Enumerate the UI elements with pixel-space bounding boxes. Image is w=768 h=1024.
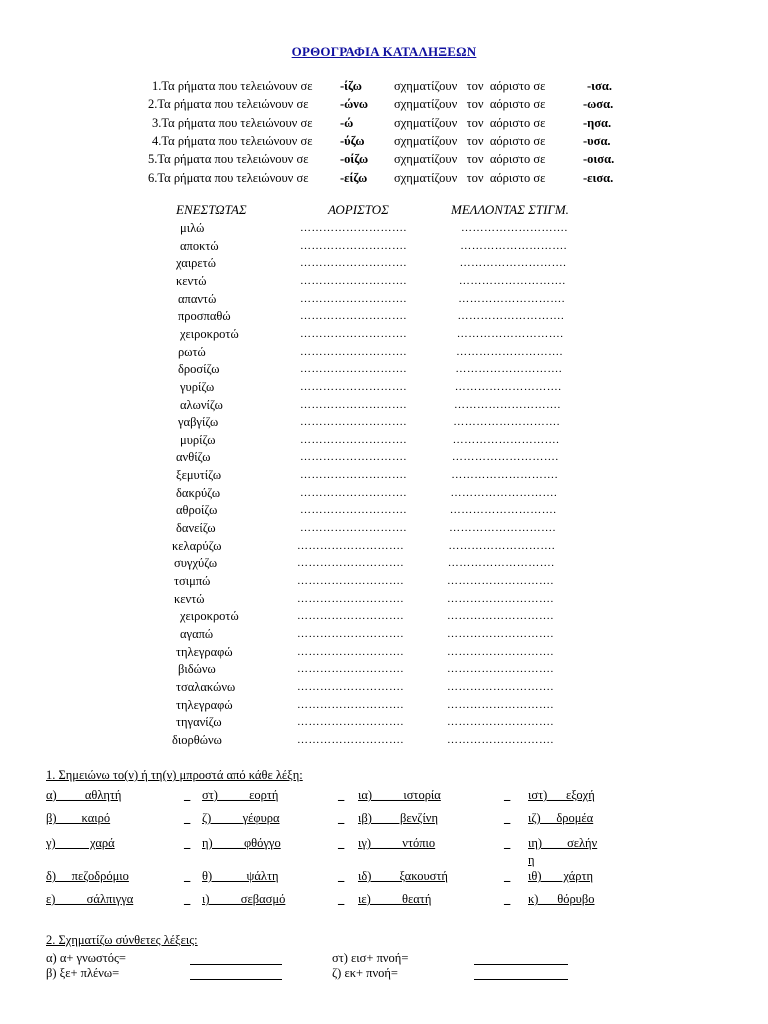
future-blank[interactable]: ………………………. — [447, 610, 554, 623]
article-item[interactable]: ζ) γέφυρα — [202, 811, 280, 825]
rule-aorist: -εισα. — [583, 170, 614, 185]
rule-ending: -οίζω — [340, 152, 369, 167]
wrapped-letter: η — [528, 853, 535, 867]
separator: _ — [184, 788, 191, 802]
aorist-blank[interactable]: ………………………. — [300, 398, 407, 411]
article-item[interactable]: ιβ) βενζίνη — [358, 811, 438, 825]
rule-ending: -ώ — [340, 115, 354, 130]
aorist-blank[interactable]: ………………………. — [297, 698, 404, 711]
verb-present: βιδώνω — [178, 662, 216, 677]
aorist-blank[interactable]: ………………………. — [297, 645, 404, 658]
rule-middle: σχηματίζουν τον αόριστο σε — [394, 133, 546, 148]
separator: _ — [338, 788, 345, 802]
future-blank[interactable]: ………………………. — [456, 345, 563, 358]
verb-present: τσαλακώνω — [176, 679, 236, 694]
separator: _ — [184, 892, 191, 906]
aorist-blank[interactable]: ………………………. — [300, 486, 407, 499]
future-blank[interactable]: ………………………. — [458, 292, 565, 305]
future-blank[interactable]: ………………………. — [454, 380, 562, 393]
verb-present: κεντώ — [176, 273, 207, 288]
answer-line[interactable] — [190, 964, 282, 965]
verb-present: χειροκροτώ — [180, 609, 239, 624]
verb-present: ξεμυτίζω — [176, 468, 222, 483]
future-blank[interactable]: ………………………. — [455, 363, 563, 376]
separator: _ — [504, 836, 511, 850]
future-blank[interactable]: ………………………. — [459, 257, 567, 270]
rule-text: 3.Τα ρήματα που τελειώνουν σε — [152, 115, 313, 130]
compound-item: ζ) εκ+ πνοή= — [332, 966, 398, 980]
article-item[interactable]: ιστ)___εξοχή — [528, 788, 595, 802]
aorist-blank[interactable]: ………………………. — [300, 310, 407, 323]
verb-present: κελαρύζω — [172, 538, 222, 553]
future-blank[interactable]: ………………………. — [451, 469, 558, 482]
verb-present: δανείζω — [176, 521, 216, 536]
column-header: ΜΕΛΛΟΝΤΑΣ ΣΤΙΓΜ. — [451, 202, 569, 217]
separator: _ — [504, 869, 511, 883]
separator: _ — [184, 869, 191, 883]
aorist-blank[interactable]: ………………………. — [300, 363, 407, 376]
article-item[interactable]: ιζ) δρομέα — [528, 811, 594, 825]
answer-line[interactable] — [474, 964, 568, 965]
future-blank[interactable]: ………………………. — [447, 663, 554, 676]
future-blank[interactable]: ………………………. — [453, 416, 561, 429]
future-blank[interactable]: ………………………. — [449, 504, 557, 517]
exercise-2-heading: 2. Σχηματίζω σύνθετες λέξεις: — [46, 933, 198, 947]
separator: _ — [504, 892, 511, 906]
exercise-1-heading: 1. Σημειώνω το(ν) ή τη(ν) μπροστά από κάθε λέξη: — [46, 768, 303, 782]
rule-text: 5.Τα ρήματα που τελειώνουν σε — [148, 152, 309, 167]
rule-ending: -ίζω — [340, 79, 362, 93]
aorist-blank[interactable]: ………………………. — [297, 663, 404, 676]
article-item[interactable]: η)_____φθόγγο — [202, 836, 281, 850]
article-item[interactable]: ιγ)_____ντόπιο — [358, 836, 436, 850]
aorist-blank[interactable]: ………………………. — [300, 416, 407, 429]
verb-present: διορθώνω — [172, 732, 222, 747]
rule-aorist: -ησα. — [583, 115, 612, 130]
aorist-blank[interactable]: ………………………. — [300, 239, 407, 252]
verb-present: αθροίζω — [176, 503, 218, 518]
verb-present: ρωτώ — [178, 344, 206, 359]
separator: _ — [338, 892, 345, 906]
verb-present: αλωνίζω — [180, 397, 223, 412]
rule-aorist: -ισα. — [587, 79, 612, 93]
verb-present: χαιρετώ — [176, 256, 216, 271]
future-blank[interactable]: ………………………. — [447, 680, 554, 693]
article-item[interactable]: στ)_____εορτή — [202, 788, 279, 802]
separator: _ — [338, 811, 345, 825]
separator: _ — [338, 869, 345, 883]
article-item[interactable]: β) καιρό — [46, 811, 111, 825]
future-blank[interactable]: ………………………. — [447, 698, 554, 711]
aorist-blank[interactable]: ………………………. — [297, 627, 404, 640]
verb-present: ανθίζω — [176, 450, 211, 465]
rule-aorist: -ωσα. — [583, 97, 614, 112]
answer-line[interactable] — [474, 979, 568, 980]
aorist-blank[interactable]: ………………………. — [300, 380, 407, 393]
article-item[interactable]: ιδ) ξακουστή — [358, 869, 448, 883]
rule-ending: -ώνω — [340, 97, 369, 112]
future-blank[interactable]: ………………………. — [447, 645, 554, 658]
article-item[interactable]: ε)_____σάλπιγγα — [46, 892, 134, 906]
aorist-blank[interactable]: ………………………. — [300, 451, 407, 464]
column-header: ΕΝΕΣΤΩΤΑΣ — [176, 202, 247, 217]
future-blank[interactable]: ………………………. — [461, 222, 568, 234]
aorist-blank[interactable]: ………………………. — [300, 257, 407, 270]
article-item[interactable]: ιε)_____θεατή — [358, 892, 432, 906]
rule-middle: σχηματίζουν τον αόριστο σε — [394, 170, 546, 185]
aorist-blank[interactable]: ………………………. — [297, 557, 404, 570]
future-blank[interactable]: ………………………. — [450, 486, 558, 499]
aorist-blank[interactable]: ………………………. — [297, 575, 404, 587]
verb-present: μυρίζω — [180, 432, 216, 447]
aorist-blank[interactable]: ………………………. — [300, 504, 407, 517]
aorist-blank[interactable]: ………………………. — [300, 522, 407, 535]
verb-present: αποκτώ — [180, 238, 219, 253]
article-item[interactable]: δ) πεζοδρόμιο — [46, 869, 129, 883]
aorist-blank[interactable]: ………………………. — [300, 327, 407, 340]
separator: _ — [504, 811, 511, 825]
future-blank[interactable]: ………………………. — [449, 522, 556, 535]
future-blank[interactable]: ………………………. — [447, 627, 554, 640]
aorist-blank[interactable]: ………………………. — [300, 274, 407, 287]
verb-present: χειροκροτώ — [180, 326, 239, 341]
answer-line[interactable] — [190, 979, 282, 980]
aorist-blank[interactable]: ………………………. — [297, 592, 404, 605]
rule-middle: σχηματίζουν τον αόριστο σε — [394, 79, 546, 93]
verb-present: συγχύζω — [174, 556, 218, 571]
rule-ending: -είζω — [340, 170, 368, 185]
page-title: ΟΡΘΟΓΡΑΦΙΑ ΚΑΤΑΛΗΞΕΩΝ — [291, 44, 477, 59]
future-blank[interactable]: ………………………. — [454, 398, 561, 411]
compound-item: β) ξε+ πλένω= — [46, 966, 120, 980]
aorist-blank[interactable]: ………………………. — [297, 539, 404, 552]
verb-present: τηλεγραφώ — [176, 697, 233, 712]
article-item[interactable]: α)____ αθλητή — [46, 788, 122, 802]
verb-present: τηγανίζω — [176, 715, 222, 730]
verb-present: απαντώ — [178, 291, 217, 306]
future-blank[interactable]: ………………………. — [460, 239, 568, 252]
verb-present: αγαπώ — [180, 626, 214, 641]
verb-present: γυρίζω — [180, 379, 215, 394]
aorist-blank[interactable]: ………………………. — [297, 733, 404, 746]
rule-text: 4.Τα ρήματα που τελειώνουν σε — [152, 133, 313, 148]
aorist-blank[interactable]: ………………………. — [300, 433, 407, 446]
future-blank[interactable]: ………………………. — [447, 557, 555, 570]
aorist-blank[interactable]: ………………………. — [300, 345, 407, 358]
verb-present: γαβγίζω — [178, 415, 219, 430]
future-blank[interactable]: ………………………. — [457, 310, 565, 323]
rule-aorist: -οισα. — [583, 152, 615, 167]
future-blank[interactable]: ………………………. — [448, 539, 556, 552]
future-blank[interactable]: ………………………. — [452, 433, 560, 446]
future-blank[interactable]: ………………………. — [456, 327, 564, 340]
aorist-blank[interactable]: ………………………. — [297, 610, 404, 623]
verb-present: κεντώ — [174, 591, 205, 606]
separator: _ — [184, 811, 191, 825]
future-blank[interactable]: ………………………. — [458, 274, 566, 287]
separator: _ — [338, 836, 345, 850]
aorist-blank[interactable]: ………………………. — [297, 716, 404, 729]
future-blank[interactable]: ………………………. — [447, 716, 554, 729]
rule-ending: -ύζω — [340, 133, 365, 148]
aorist-blank[interactable]: ………………………. — [300, 292, 407, 305]
future-blank[interactable]: ………………………. — [451, 451, 559, 464]
aorist-blank[interactable]: ………………………. — [297, 680, 404, 693]
separator: _ — [184, 836, 191, 850]
rule-middle: σχηματίζουν τον αόριστο σε — [394, 97, 546, 112]
rule-middle: σχηματίζουν τον αόριστο σε — [394, 152, 546, 167]
rule-text: 6.Τα ρήματα που τελειώνουν σε — [148, 170, 309, 185]
future-blank[interactable]: ………………………. — [447, 575, 554, 587]
rule-text: 1.Τα ρήματα που τελειώνουν σε — [152, 79, 313, 93]
verb-present: δακρύζω — [176, 485, 221, 500]
separator: _ — [504, 788, 511, 802]
rule-aorist: -υσα. — [583, 133, 611, 148]
article-item[interactable]: κ)___θόρυβο — [528, 892, 595, 906]
article-item[interactable]: ια)_____ιστορία — [358, 788, 441, 802]
article-item[interactable]: θ) ψάλτη — [202, 869, 279, 883]
future-blank[interactable]: ………………………. — [447, 733, 554, 746]
verb-present: δροσίζω — [178, 362, 220, 377]
rule-middle: σχηματίζουν τον αόριστο σε — [394, 115, 546, 130]
column-header: ΑΟΡΙΣΤΟΣ — [328, 202, 389, 217]
verb-present: τηλεγραφώ — [176, 644, 233, 659]
article-item[interactable]: ιη)____σελήν — [528, 836, 598, 850]
article-item[interactable]: γ) χαρά — [46, 836, 115, 850]
rule-text: 2.Τα ρήματα που τελειώνουν σε — [148, 97, 309, 112]
aorist-blank[interactable]: ………………………. — [300, 222, 407, 234]
verb-present: προσπαθώ — [178, 309, 231, 324]
aorist-blank[interactable]: ………………………. — [300, 469, 407, 482]
article-item[interactable]: ιθ) χάρτη — [528, 869, 594, 883]
compound-item: α) α+ γνωστός= — [46, 951, 126, 965]
verb-present: τσιμπώ — [174, 574, 211, 588]
verb-present: μιλώ — [180, 221, 205, 235]
article-item[interactable]: ι)_____σεβασμό — [202, 892, 286, 906]
compound-item: στ) εισ+ πνοή= — [332, 951, 409, 965]
future-blank[interactable]: ………………………. — [447, 592, 554, 605]
